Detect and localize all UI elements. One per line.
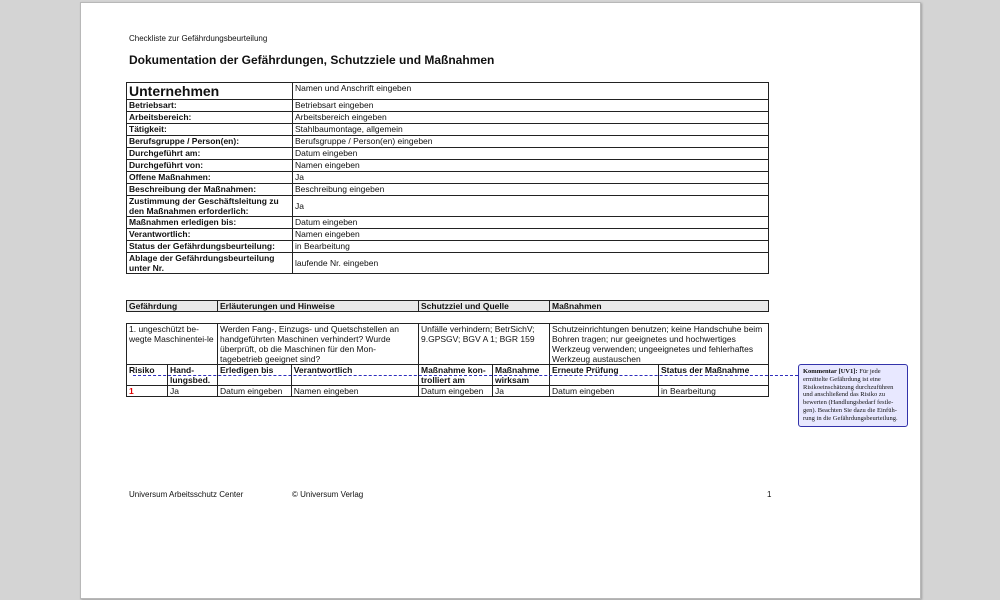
risk-column-header: Status der Maßnahme	[659, 365, 769, 386]
row-value[interactable]: Arbeitsbereich eingeben	[293, 112, 769, 124]
table-row	[127, 196, 769, 217]
row-value[interactable]: Betriebsart eingeben	[293, 100, 769, 112]
risk-column-header: Maßnahme wirksam	[493, 365, 550, 386]
header-small: Checkliste zur Gefährdungsbeurteilung	[129, 34, 268, 43]
row-value[interactable]: Datum eingeben	[293, 148, 769, 160]
comment-text: Für jede ermittelte Gefährdung ist eine Risikoeinschätzung durchzuführen und anschließend das Risiko zu bewerten (Handlungsbedarf festle-gen). Beachten Sie dazu die Einfüh-rung in die Gefährdungsbeurteilung.	[803, 368, 898, 422]
protection-goal-cell[interactable]: Unfälle verhindern; BetrSichV; 9.GPSGV; BGV A 1; BGR 159	[419, 324, 550, 365]
row-value[interactable]: Berufsgruppe / Person(en) eingeben	[293, 136, 769, 148]
row-label: Maßnahmen erledigen bis:	[127, 217, 293, 229]
hazard-column-header: Gefährdung	[127, 301, 218, 312]
company-label: Unternehmen	[127, 83, 293, 100]
footer-center: © Universum Verlag	[292, 490, 364, 499]
table-row	[127, 253, 769, 274]
table-row	[127, 172, 769, 184]
risk-column-header: Verantwortlich	[291, 365, 418, 386]
row-value[interactable]: Datum eingeben	[293, 217, 769, 229]
comment-connector-line	[133, 375, 798, 376]
risk-column-header: Risiko	[127, 365, 168, 386]
row-label: Status der Gefährdungsbeurteilung:	[127, 241, 293, 253]
row-label: Arbeitsbereich:	[127, 112, 293, 124]
table-row	[127, 100, 769, 112]
risk-cell[interactable]: Datum eingeben	[550, 386, 659, 397]
page-number: 1	[767, 490, 772, 499]
row-label: Zustimmung der Geschäftsleitung zu den Maßnahmen erforderlich:	[127, 196, 293, 217]
risk-cell[interactable]: Namen eingeben	[291, 386, 418, 397]
company-value[interactable]: Namen und Anschrift eingeben	[293, 83, 769, 100]
comment-label: Kommentar [UV1]:	[803, 368, 858, 375]
row-label: Durchgeführt am:	[127, 148, 293, 160]
measures-cell[interactable]: Schutzeinrichtungen benutzen; keine Handschuhe beim Bohren tragen; nur geeignetes und hochwertiges Werkzeug verwenden; ungeeignetes und fehlerhaftes Werkzeug austauschen	[550, 324, 769, 365]
table-row	[127, 217, 769, 229]
risk-value[interactable]: 1	[127, 386, 168, 397]
row-value[interactable]: Namen eingeben	[293, 160, 769, 172]
risk-cell[interactable]: Datum eingeben	[218, 386, 292, 397]
risk-cell[interactable]: in Bearbeitung	[659, 386, 769, 397]
row-label: Verantwortlich:	[127, 229, 293, 241]
row-label: Berufsgruppe / Person(en):	[127, 136, 293, 148]
table-row	[127, 241, 769, 253]
row-value[interactable]: Namen eingeben	[293, 229, 769, 241]
risk-column-header: Erneute Prüfung	[550, 365, 659, 386]
row-value[interactable]: Ja	[293, 172, 769, 184]
row-label: Ablage der Gefährdungsbeurteilung unter Nr.	[127, 253, 293, 274]
table-row	[127, 301, 769, 312]
table-row	[127, 112, 769, 124]
row-value[interactable]: Ja	[293, 196, 769, 217]
table-row	[127, 83, 769, 100]
row-label: Durchgeführt von:	[127, 160, 293, 172]
table-row	[127, 184, 769, 196]
risk-column-header: Hand-lungsbed.	[168, 365, 218, 386]
row-value[interactable]: Beschreibung eingeben	[293, 184, 769, 196]
table-row	[127, 136, 769, 148]
hazard-header-table	[126, 300, 769, 312]
risk-cell[interactable]: Datum eingeben	[419, 386, 493, 397]
risk-column-header: Maßnahme kon-trolliert am	[419, 365, 493, 386]
row-label: Beschreibung der Maßnahmen:	[127, 184, 293, 196]
row-value[interactable]: Stahlbaumontage, allgemein	[293, 124, 769, 136]
hazard-detail-table	[126, 323, 769, 397]
company-info-table	[126, 82, 769, 274]
document-title: Dokumentation der Gefährdungen, Schutzziele und Maßnahmen	[129, 53, 495, 67]
hazard-column-header: Maßnahmen	[550, 301, 769, 312]
explanation-cell[interactable]: Werden Fang-, Einzugs- und Quetschstellen an handgeführten Maschinen verhindert? Wurde überprüft, ob die Maschinen für den Mon-tagebetrieb geeignet sind?	[218, 324, 419, 365]
row-label: Tätigkeit:	[127, 124, 293, 136]
footer-left: Universum Arbeitsschutz Center	[129, 490, 244, 499]
hazard-cell[interactable]: 1. ungeschützt be-wegte Maschinentei-le	[127, 324, 218, 365]
row-value[interactable]: in Bearbeitung	[293, 241, 769, 253]
table-row	[127, 124, 769, 136]
table-row	[127, 229, 769, 241]
table-row	[127, 324, 769, 365]
comment-balloon[interactable]	[798, 364, 908, 427]
row-label: Offene Maßnahmen:	[127, 172, 293, 184]
hazard-column-header: Schutzziel und Quelle	[419, 301, 550, 312]
table-row	[127, 148, 769, 160]
table-row	[127, 386, 769, 397]
row-value[interactable]: laufende Nr. eingeben	[293, 253, 769, 274]
document-page	[80, 2, 921, 599]
risk-cell[interactable]: Ja	[493, 386, 550, 397]
risk-cell[interactable]: Ja	[168, 386, 218, 397]
table-row	[127, 160, 769, 172]
row-label: Betriebsart:	[127, 100, 293, 112]
hazard-column-header: Erläuterungen und Hinweise	[218, 301, 419, 312]
risk-column-header: Erledigen bis	[218, 365, 292, 386]
